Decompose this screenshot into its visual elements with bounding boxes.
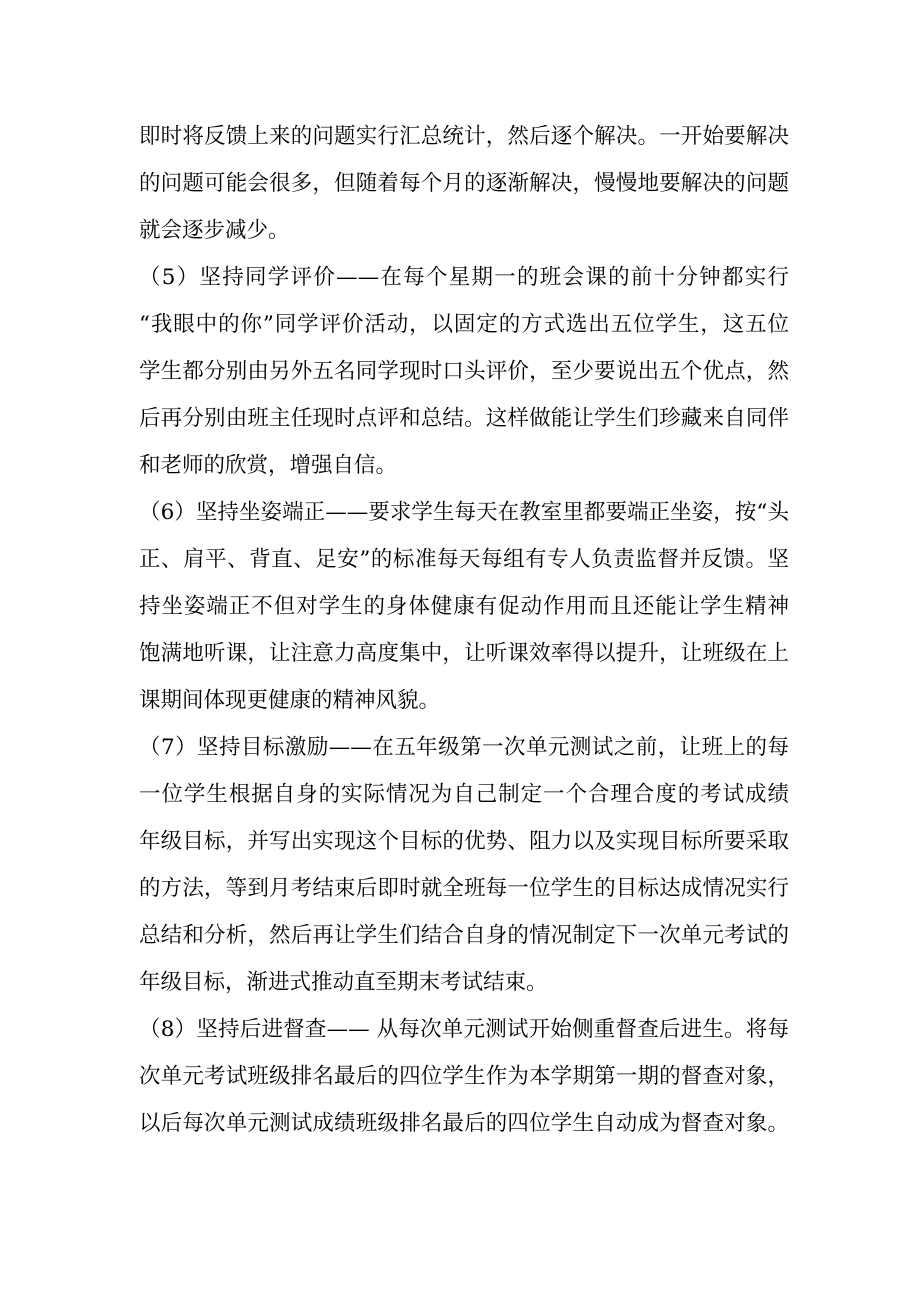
text-line: 以后每次单元测试成绩班级排名最后的四位学生自动成为督查对象。 xyxy=(139,1111,789,1136)
text-line: 年级目标，渐进式推动直至期末考试结束。 xyxy=(139,970,548,995)
text-line: 就会逐步减少。 xyxy=(139,218,290,243)
paragraph xyxy=(139,1006,789,1147)
text-line: （8）坚持后进督查—— 从每次单元测试开始侧重督查后进生。将每 xyxy=(139,1017,789,1042)
text-line: 一位学生根据自身的实际情况为自己制定一个合理合度的考试成绩 xyxy=(139,782,789,807)
text-line: 课期间体现更健康的精神风貌。 xyxy=(139,688,441,713)
text-line: （5）坚持同学评价——在每个星期一的班会课的前十分钟都实行 xyxy=(139,265,789,290)
text-line: （6）坚持坐姿端正——要求学生每天在教室里都要端正坐姿，按“头 xyxy=(139,500,789,525)
text-line: 后再分别由班主任现时点评和总结。这样做能让学生们珍藏来自同伴 xyxy=(139,406,789,431)
text-line: 饱满地听课，让注意力高度集中，让听课效率得以提升，让班级在上 xyxy=(139,641,789,666)
text-line: 持坐姿端正不但对学生的身体健康有促动作用而且还能让学生精神 xyxy=(139,594,789,619)
text-line: 的问题可能会很多，但随着每个月的逐渐解决，慢慢地要解决的问题 xyxy=(139,171,789,196)
text-line: 正、肩平、背直、足安”的标准每天每组有专人负责监督并反馈。坚 xyxy=(139,547,789,572)
paragraph xyxy=(139,113,789,254)
paragraph xyxy=(139,489,789,724)
text-line: （7）坚持目标激励——在五年级第一次单元测试之前，让班上的每 xyxy=(139,735,789,760)
paragraph xyxy=(139,724,789,1006)
text-line: 的方法，等到月考结束后即时就全班每一位学生的目标达成情况实行 xyxy=(139,876,789,901)
text-line: 次单元考试班级排名最后的四位学生作为本学期第一期的督查对象， xyxy=(139,1064,789,1089)
text-line: 即时将反馈上来的问题实行汇总统计，然后逐个解决。一开始要解决 xyxy=(139,124,789,149)
text-line: 和老师的欣赏，增强自信。 xyxy=(139,453,398,478)
paragraph xyxy=(139,254,789,489)
text-line: “我眼中的你”同学评价活动，以固定的方式选出五位学生，这五位 xyxy=(139,312,789,337)
document-body xyxy=(139,113,789,1147)
text-line: 学生都分别由另外五名同学现时口头评价，至少要说出五个优点，然 xyxy=(139,359,789,384)
text-line: 年级目标，并写出实现这个目标的优势、阻力以及实现目标所要采取 xyxy=(139,829,789,854)
text-line: 总结和分析，然后再让学生们结合自身的情况制定下一次单元考试的 xyxy=(139,923,789,948)
